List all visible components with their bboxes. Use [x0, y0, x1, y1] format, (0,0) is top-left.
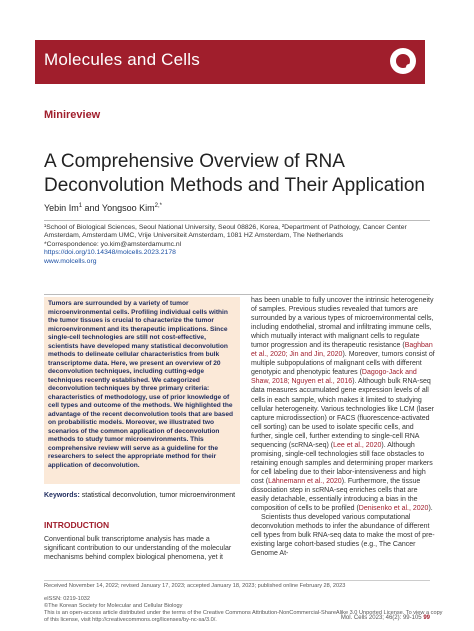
author-name[interactable]: Yebin Im	[44, 203, 79, 213]
doi-link[interactable]: https://doi.org/10.14348/molcells.2023.2178	[44, 249, 176, 257]
abstract-text: Tumors are surrounded by a variety of tumor microenvironmental cells. Profiling individual cells within the tumor tissues is crucial to characterize the tumor microenvironment and its therapeutic implications. Since single-cell technologies are still not cost-effective, scientists have developed many statistical deconvolution methods to delineate cellular characteristics from bulk transcriptome data. Here, we present an overview of 20 deconvolution techniques, including cutting-edge techniques recently established. We categorized deconvolution techniques by three primary criteria: characteristics of methodology, use of prior knowledge of cell types and outcome of the methods. We highlighted the advantage of the recent deconvolution tools that are based on probabilistic models. Moreover, we illustrated two scenarios of the common application of deconvolution methods to study tumor microenvironments. This comprehensive review will serve as a guideline for the researchers to select the appropriate method for their application of deconvolution.	[48, 300, 234, 469]
body-text: ). Although promising, single-cell technologies still face obstacles to retaining enough samples and determining proper markers for cell labeling due to their labor-intensiveness and high cost (	[251, 441, 433, 485]
affiliation-marker: 2,*	[154, 203, 162, 209]
citation-link[interactable]: Denisenko et al., 2020	[358, 505, 429, 513]
author-joiner: and	[82, 203, 102, 213]
journal-banner	[0, 0, 474, 84]
divider	[44, 580, 430, 581]
article-type: Minireview	[44, 109, 101, 121]
body-paragraph: Scientists thus developed various computational deconvolution methods to infer the abundance of different cell types from bulk RNA-seq data to make the most of pre-existing large cohort-based studies (e.g., The Cancer Genome At-	[251, 514, 435, 558]
website-link[interactable]: www.molcells.org	[44, 257, 97, 265]
page-footer	[341, 615, 430, 621]
affiliation-marker: 1	[78, 203, 83, 209]
author-name[interactable]: Yongsoo Kim	[101, 203, 155, 213]
body-text: has been unable to fully uncover the intrinsic heterogeneity of samples. Previous studies revealed that tumors are surrounded by a various types of microenvironmental cells, including endothelial, stromal and infiltrating immune cells, which mutually interact with malignant cells to regulate tumor progression and its therapeutic resistance (	[251, 297, 434, 350]
body-text: ).	[428, 505, 433, 513]
divider	[44, 294, 430, 295]
journal-logo-icon	[390, 48, 416, 74]
keywords-label: Keywords:	[44, 492, 80, 499]
footer-citation: Mol. Cells 2023; 46(2): 99-105	[340, 615, 422, 621]
license-text: This is an open-access article distributed under the terms of the Creative Commons Attribution-NonCommercial-ShareAlike 3.0 Unported License. To view a copy of this license, visit http://creativecommons.org/licenses/by-nc-sa/3.0/.	[44, 610, 443, 623]
received-dates: Received November 14, 2022; revised January 17, 2023; accepted January 18, 2023; published online February 28, 2023	[44, 583, 346, 589]
right-column-body	[251, 296, 437, 558]
issn: eISSN: 0219-1032	[44, 596, 91, 602]
affiliation-text: ¹School of Biological Sciences, Seoul National University, Seoul 08826, Korea, ²Department of Pathology, Cancer Center Amsterdam, Amsterdam UMC, Vrije Universiteit Amsterdam, 1081 HZ Amsterdam, The Netherlands	[44, 224, 407, 240]
journal-name: Molecules and Cells	[44, 50, 200, 69]
body-text: ). Furthermore, the tissue dissociation step in scRNA-seq enriches cells that are easily detachable, essentially introducing a bias in the composition of cells to be profiled (	[251, 477, 421, 513]
keywords	[44, 492, 240, 499]
affiliations	[44, 224, 434, 266]
intro-heading: INTRODUCTION	[44, 520, 110, 530]
intro-text: Conventional bulk transcriptome analysis has made a significant contribution to our understanding of the molecular mechanisms behind complex biological phenomena, yet it	[44, 536, 232, 561]
citation-link[interactable]: Dagogo-Jack and Shaw, 2018; Nguyen et al., 2016	[251, 369, 417, 386]
citation-link[interactable]: Lähnemann et al., 2020	[268, 477, 342, 485]
divider	[44, 220, 430, 221]
body-text: ). Although bulk RNA-seq data measures accumulated gene expression levels of all cells in each sample, which makes it limited to studying cellular heterogeneity. Various technologies like LCM (laser capture microdissection) or FACS (fluorescence-activated cell sorting) can be used to isolate specific cells, and further, single cell, further extending to single-cell RNA sequencing (scRNA-seq) (	[251, 378, 434, 449]
author-list	[44, 203, 162, 213]
body-text: ). Moreover, tumors consist of multiple subpopulations of malignant cells with different genotypic and phenotypic features (	[251, 351, 435, 377]
keywords-value: statistical deconvolution, tumor microenvironment	[81, 492, 236, 499]
correspondence: *Correspondence: yo.kim@amsterdamumc.nl	[44, 240, 182, 248]
article-title: A Comprehensive Overview of RNA Deconvolution Methods and Their Application	[44, 151, 425, 196]
page-number: 99	[423, 615, 430, 621]
citation-link[interactable]: Baghban et al., 2020; Jin and Jin, 2020	[251, 342, 433, 359]
copyright: ©The Korean Society for Molecular and Cellular Biology	[44, 603, 183, 609]
citation-link[interactable]: Lee et al., 2020	[333, 441, 382, 449]
